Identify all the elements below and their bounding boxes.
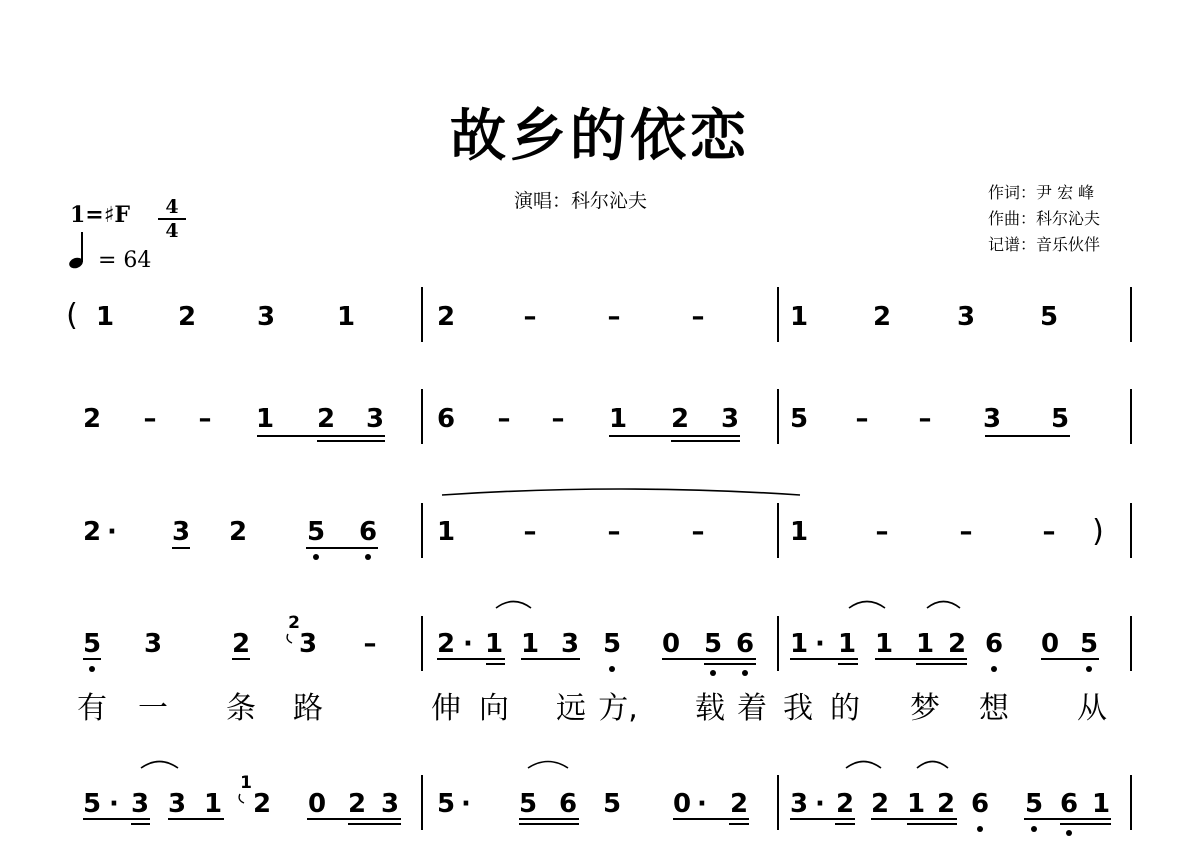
hold-dash: – bbox=[607, 517, 621, 547]
grace-note: 1 bbox=[240, 773, 252, 793]
grace-note: 2 bbox=[288, 613, 300, 633]
note: 3 bbox=[560, 629, 580, 659]
note: 3 bbox=[380, 789, 400, 819]
lyricist-credit: 作词：尹 宏 峰 bbox=[988, 183, 1095, 202]
note: 1 bbox=[255, 404, 275, 434]
slur bbox=[846, 762, 881, 769]
note: 3 bbox=[365, 404, 385, 434]
note: 1 bbox=[1091, 789, 1111, 819]
note: 2 bbox=[436, 302, 456, 332]
tempo-marking: = 64 bbox=[98, 248, 152, 273]
augmentation-dot: · bbox=[107, 517, 117, 547]
hold-dash: – bbox=[497, 404, 511, 434]
note: 5 bbox=[82, 789, 102, 819]
note: 5 bbox=[1039, 302, 1059, 332]
hold-dash: – bbox=[691, 302, 705, 332]
lyric-syllable: 从 bbox=[1077, 691, 1107, 726]
lyric-syllable: 载 bbox=[695, 691, 725, 726]
augmentation-dot: · bbox=[815, 629, 825, 659]
song-title: 故乡的依恋 bbox=[450, 103, 750, 169]
hold-dash: – bbox=[1042, 517, 1056, 547]
slur bbox=[528, 762, 568, 769]
note: 2 bbox=[729, 789, 749, 819]
note: 1 bbox=[95, 302, 115, 332]
note: 2 bbox=[436, 629, 456, 659]
note: 2 bbox=[252, 789, 272, 819]
note: 3 bbox=[982, 404, 1002, 434]
note: 6 bbox=[558, 789, 578, 819]
slur bbox=[141, 762, 178, 769]
lyric-syllable: 向 bbox=[479, 691, 509, 726]
note: 2 bbox=[872, 302, 892, 332]
hold-dash: – bbox=[363, 629, 377, 659]
octave-dot bbox=[1066, 830, 1072, 836]
hold-dash: – bbox=[523, 517, 537, 547]
note: 0 bbox=[307, 789, 327, 819]
lyric-syllable: 条 bbox=[226, 691, 256, 726]
note: 1 bbox=[915, 629, 935, 659]
note: 2 bbox=[947, 629, 967, 659]
note: 1 bbox=[789, 629, 809, 659]
augmentation-dot: · bbox=[109, 789, 119, 819]
octave-dot bbox=[991, 666, 997, 672]
note: 6 bbox=[358, 517, 378, 547]
lyric-syllable: 我 bbox=[783, 691, 813, 726]
note: 2 bbox=[347, 789, 367, 819]
note: 5 bbox=[602, 789, 622, 819]
augmentation-dot: · bbox=[697, 789, 707, 819]
lyric-syllable: 一 bbox=[138, 691, 168, 726]
octave-dot bbox=[742, 670, 748, 676]
lyric-syllable: 伸 bbox=[431, 691, 461, 726]
lyric-syllable: 方, bbox=[598, 691, 638, 726]
note: 1 bbox=[789, 302, 809, 332]
octave-dot bbox=[1086, 666, 1092, 672]
lyric-syllable: 想 bbox=[979, 691, 1009, 726]
lyric-syllable: 的 bbox=[830, 691, 860, 726]
note: 1 bbox=[203, 789, 223, 819]
note: 6 bbox=[970, 789, 990, 819]
open-parenthesis: ( bbox=[66, 298, 78, 333]
slur bbox=[917, 762, 948, 769]
note: 1 bbox=[837, 629, 857, 659]
octave-dot bbox=[609, 666, 615, 672]
hold-dash: – bbox=[959, 517, 973, 547]
lyric-syllable: 梦 bbox=[910, 691, 940, 726]
composer-credit: 作曲：科尔沁夫 bbox=[988, 209, 1101, 228]
octave-dot bbox=[977, 826, 983, 832]
note: 5 bbox=[436, 789, 456, 819]
time-signature-top: 4 bbox=[158, 196, 186, 220]
hold-dash: – bbox=[523, 302, 537, 332]
hold-dash: – bbox=[875, 517, 889, 547]
octave-dot bbox=[1031, 826, 1037, 832]
time-signature-bottom: 4 bbox=[165, 220, 179, 242]
note: 3 bbox=[720, 404, 740, 434]
note: 1 bbox=[906, 789, 926, 819]
note: 3 bbox=[789, 789, 809, 819]
note: 1 bbox=[436, 517, 456, 547]
note: 5 bbox=[602, 629, 622, 659]
note: 5 bbox=[1024, 789, 1044, 819]
note: 5 bbox=[1050, 404, 1070, 434]
grace-slur bbox=[239, 794, 244, 803]
octave-dot bbox=[710, 670, 716, 676]
octave-dot bbox=[313, 554, 319, 560]
note: 2 bbox=[316, 404, 336, 434]
note: 5 bbox=[306, 517, 326, 547]
note: 2 bbox=[870, 789, 890, 819]
hold-dash: – bbox=[691, 517, 705, 547]
hold-dash: – bbox=[551, 404, 565, 434]
note: 1 bbox=[874, 629, 894, 659]
lyric-syllable: 远 bbox=[556, 691, 586, 726]
hold-dash: – bbox=[143, 404, 157, 434]
note: 2 bbox=[231, 629, 251, 659]
hold-dash: – bbox=[198, 404, 212, 434]
note: 5 bbox=[518, 789, 538, 819]
key-signature: 1=♯F bbox=[70, 202, 131, 228]
note: 6 bbox=[735, 629, 755, 659]
note: 2 bbox=[670, 404, 690, 434]
octave-dot bbox=[89, 666, 95, 672]
note: 5 bbox=[703, 629, 723, 659]
note: 0 bbox=[1040, 629, 1060, 659]
slur bbox=[496, 602, 531, 609]
note: 3 bbox=[143, 629, 163, 659]
note: 3 bbox=[256, 302, 276, 332]
transcriber-credit: 记谱：音乐伙伴 bbox=[988, 235, 1101, 254]
lyric-syllable: 路 bbox=[293, 691, 323, 726]
note: 2 bbox=[177, 302, 197, 332]
note: 1 bbox=[789, 517, 809, 547]
lyric-syllable: 有 bbox=[77, 691, 107, 726]
singer-credit: 演唱：科尔沁夫 bbox=[514, 190, 648, 212]
note: 2 bbox=[228, 517, 248, 547]
note: 6 bbox=[1059, 789, 1079, 819]
note: 6 bbox=[436, 404, 456, 434]
slur bbox=[927, 602, 960, 609]
note: 1 bbox=[608, 404, 628, 434]
note: 2 bbox=[835, 789, 855, 819]
note: 2 bbox=[936, 789, 956, 819]
close-parenthesis: ) bbox=[1092, 514, 1104, 549]
hold-dash: – bbox=[607, 302, 621, 332]
note: 2 bbox=[82, 404, 102, 434]
note: 1 bbox=[336, 302, 356, 332]
slur bbox=[849, 602, 885, 609]
note: 0 bbox=[672, 789, 692, 819]
note: 5 bbox=[789, 404, 809, 434]
note: 2 bbox=[82, 517, 102, 547]
note: 3 bbox=[171, 517, 191, 547]
hold-dash: – bbox=[855, 404, 869, 434]
note: 3 bbox=[956, 302, 976, 332]
note: 3 bbox=[130, 789, 150, 819]
hold-dash: – bbox=[918, 404, 932, 434]
tie bbox=[442, 489, 800, 495]
augmentation-dot: · bbox=[461, 789, 471, 819]
augmentation-dot: · bbox=[463, 629, 473, 659]
augmentation-dot: · bbox=[815, 789, 825, 819]
octave-dot bbox=[365, 554, 371, 560]
note: 0 bbox=[661, 629, 681, 659]
note: 6 bbox=[984, 629, 1004, 659]
note: 5 bbox=[1079, 629, 1099, 659]
grace-slur bbox=[287, 634, 292, 643]
note: 5 bbox=[82, 629, 102, 659]
note: 1 bbox=[484, 629, 504, 659]
note: 3 bbox=[298, 629, 318, 659]
note: 1 bbox=[520, 629, 540, 659]
lyric-syllable: 着 bbox=[737, 691, 767, 726]
note: 3 bbox=[167, 789, 187, 819]
